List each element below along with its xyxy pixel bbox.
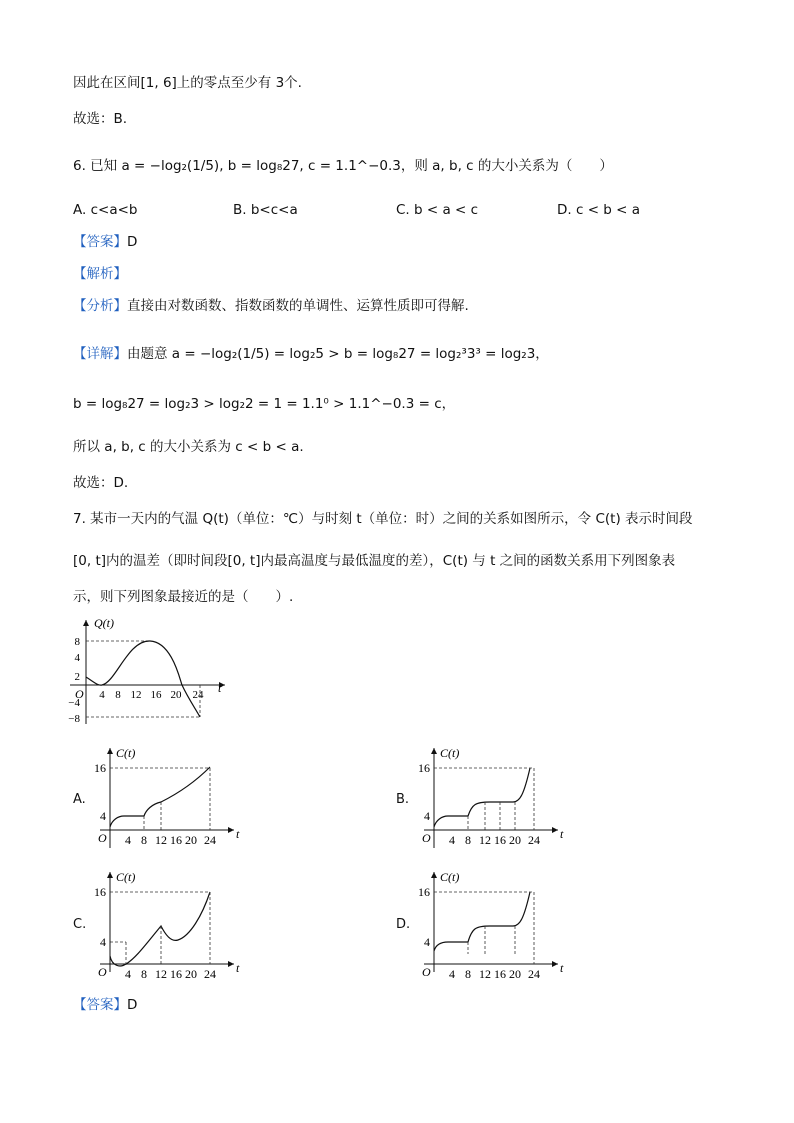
q-ytick: −4 bbox=[68, 697, 80, 709]
graph-b-xtick: 16 bbox=[494, 833, 506, 847]
graph-d-ytick: 16 bbox=[418, 885, 430, 899]
answer-6 bbox=[73, 232, 137, 252]
graph-d bbox=[410, 866, 570, 978]
graph-a-xtick: 8 bbox=[141, 833, 147, 847]
answer-tag: 【答案】 bbox=[73, 234, 127, 250]
graph-d-ytick: 4 bbox=[424, 935, 430, 949]
graph-c-xtick: 12 bbox=[155, 967, 167, 978]
graph-c-xtick: 20 bbox=[185, 967, 197, 978]
option-c-label: C. bbox=[73, 917, 87, 932]
detail-step-3: 所以 a, b, c 的大小关系为 c < b < a. bbox=[73, 439, 304, 455]
question-6: 6. 已知 a = −log₂(1/5), b = log₈27, c = 1.1^−0.3，则 a, b, c 的大小关系为（ ） bbox=[73, 158, 613, 174]
graph-c-ytick: 16 bbox=[94, 885, 106, 899]
q-origin: O bbox=[75, 687, 84, 701]
graph-b-ytick: 16 bbox=[418, 761, 430, 775]
graph-a-ytick: 4 bbox=[100, 809, 106, 823]
q-curve bbox=[86, 641, 200, 717]
q6-option-c: C. b < a < c bbox=[396, 202, 479, 218]
text-zero-count: 因此在区间[1, 6]上的零点至少有 3个. bbox=[73, 75, 302, 91]
graph-b-curve bbox=[434, 768, 530, 827]
detail-step-2: b = log₈27 = log₂3 > log₂2 = 1 = 1.1⁰ > 1.1^−0.3 = c， bbox=[73, 396, 456, 412]
q6-option-a: A. c<a<b bbox=[73, 202, 138, 218]
graph-c-ylabel: C(t) bbox=[116, 870, 136, 884]
graph-a-ylabel: C(t) bbox=[116, 746, 136, 760]
graph-c bbox=[86, 866, 246, 978]
q-ytick: 4 bbox=[74, 652, 80, 664]
q-xtick: 12 bbox=[130, 689, 142, 701]
graph-d-curve bbox=[434, 892, 530, 951]
graph-c-ytick: 4 bbox=[100, 935, 106, 949]
graph-a-ytick: 16 bbox=[94, 761, 106, 775]
detail-text: 由题意 a = −log₂(1/5) = log₂5 > b = log₈27 = log₂³3³ = log₂3， bbox=[127, 346, 549, 362]
q-xtick: 20 bbox=[170, 689, 182, 701]
q-xtick: 24 bbox=[192, 689, 204, 701]
graph-b-xtick: 12 bbox=[479, 833, 491, 847]
graph-a-xlabel: t bbox=[236, 827, 240, 841]
graph-c-xtick: 8 bbox=[141, 967, 147, 978]
q-ytick: −8 bbox=[68, 713, 80, 725]
question-7-line-1: 7. 某市一天内的气温 Q(t)（单位：℃）与时刻 t（单位：时）之间的关系如图所示，令 C(t) 表示时间段 bbox=[73, 511, 693, 527]
graph-a-xtick: 20 bbox=[185, 833, 197, 847]
q-graph bbox=[40, 612, 240, 730]
q-xtick: 4 bbox=[99, 689, 105, 701]
text-choose-d: 故选：D. bbox=[73, 475, 129, 491]
graph-c-xtick: 4 bbox=[125, 967, 131, 978]
graph-c-origin: O bbox=[98, 965, 107, 978]
q-xtick: 16 bbox=[150, 689, 162, 701]
graph-b-ylabel: C(t) bbox=[440, 746, 460, 760]
detail-line bbox=[73, 344, 549, 364]
graph-a bbox=[86, 742, 246, 854]
graph-c-curve bbox=[110, 892, 210, 966]
fenxi-line bbox=[73, 296, 469, 316]
q6-option-d: D. c < b < a bbox=[557, 202, 641, 218]
q-xtick: 8 bbox=[115, 689, 121, 701]
analysis-header bbox=[73, 264, 127, 284]
q-ylabel: Q(t) bbox=[94, 616, 114, 630]
graph-b-ytick: 4 bbox=[424, 809, 430, 823]
fenxi-tag: 【分析】 bbox=[73, 298, 127, 314]
graph-d-xtick: 8 bbox=[465, 967, 471, 978]
graph-c-xtick: 16 bbox=[170, 967, 182, 978]
graph-d-xtick: 16 bbox=[494, 967, 506, 978]
answer-value: D bbox=[127, 997, 138, 1013]
graph-d-origin: O bbox=[422, 965, 431, 978]
graph-d-xtick: 24 bbox=[528, 967, 540, 978]
graph-a-origin: O bbox=[98, 831, 107, 845]
option-b-label: B. bbox=[396, 792, 410, 807]
q-ytick: 8 bbox=[74, 636, 80, 648]
graph-a-xtick: 4 bbox=[125, 833, 131, 847]
graph-b-xlabel: t bbox=[560, 827, 564, 841]
analysis-tag: 【解析】 bbox=[73, 266, 127, 282]
text-choose-b: 故选：B. bbox=[73, 111, 128, 127]
graph-a-xtick: 16 bbox=[170, 833, 182, 847]
answer-tag: 【答案】 bbox=[73, 997, 127, 1013]
option-d-label: D. bbox=[396, 917, 411, 932]
graph-b-xtick: 20 bbox=[509, 833, 521, 847]
q-xlabel: t bbox=[218, 681, 222, 695]
graph-b-xtick: 4 bbox=[449, 833, 455, 847]
graph-a-curve bbox=[110, 767, 210, 827]
graph-b-xtick: 8 bbox=[465, 833, 471, 847]
graph-b-origin: O bbox=[422, 831, 431, 845]
question-7-line-3: 示，则下列图象最接近的是（ ）. bbox=[73, 589, 294, 605]
graph-c-xtick: 24 bbox=[204, 967, 216, 978]
graph-d-xtick: 20 bbox=[509, 967, 521, 978]
graph-d-xtick: 4 bbox=[449, 967, 455, 978]
detail-tag: 【详解】 bbox=[73, 346, 127, 362]
q6-option-b: B. b<c<a bbox=[233, 202, 298, 218]
graph-c-xlabel: t bbox=[236, 961, 240, 975]
graph-b bbox=[410, 742, 570, 854]
question-7-line-2: [0, t]内的温差（即时间段[0, t]内最高温度与最低温度的差），C(t) 与 t 之间的函数关系用下列图象表 bbox=[73, 553, 676, 569]
graph-a-xtick: 24 bbox=[204, 833, 216, 847]
graph-d-ylabel: C(t) bbox=[440, 870, 460, 884]
answer-value: D bbox=[127, 234, 138, 250]
graph-b-xtick: 24 bbox=[528, 833, 540, 847]
option-a-label: A. bbox=[73, 792, 86, 807]
graph-a-xtick: 12 bbox=[155, 833, 167, 847]
graph-d-xtick: 12 bbox=[479, 967, 491, 978]
graph-d-xlabel: t bbox=[560, 961, 564, 975]
answer-7 bbox=[73, 995, 137, 1015]
fenxi-text: 直接由对数函数、指数函数的单调性、运算性质即可得解. bbox=[127, 298, 469, 314]
q-ytick: 2 bbox=[74, 671, 80, 683]
